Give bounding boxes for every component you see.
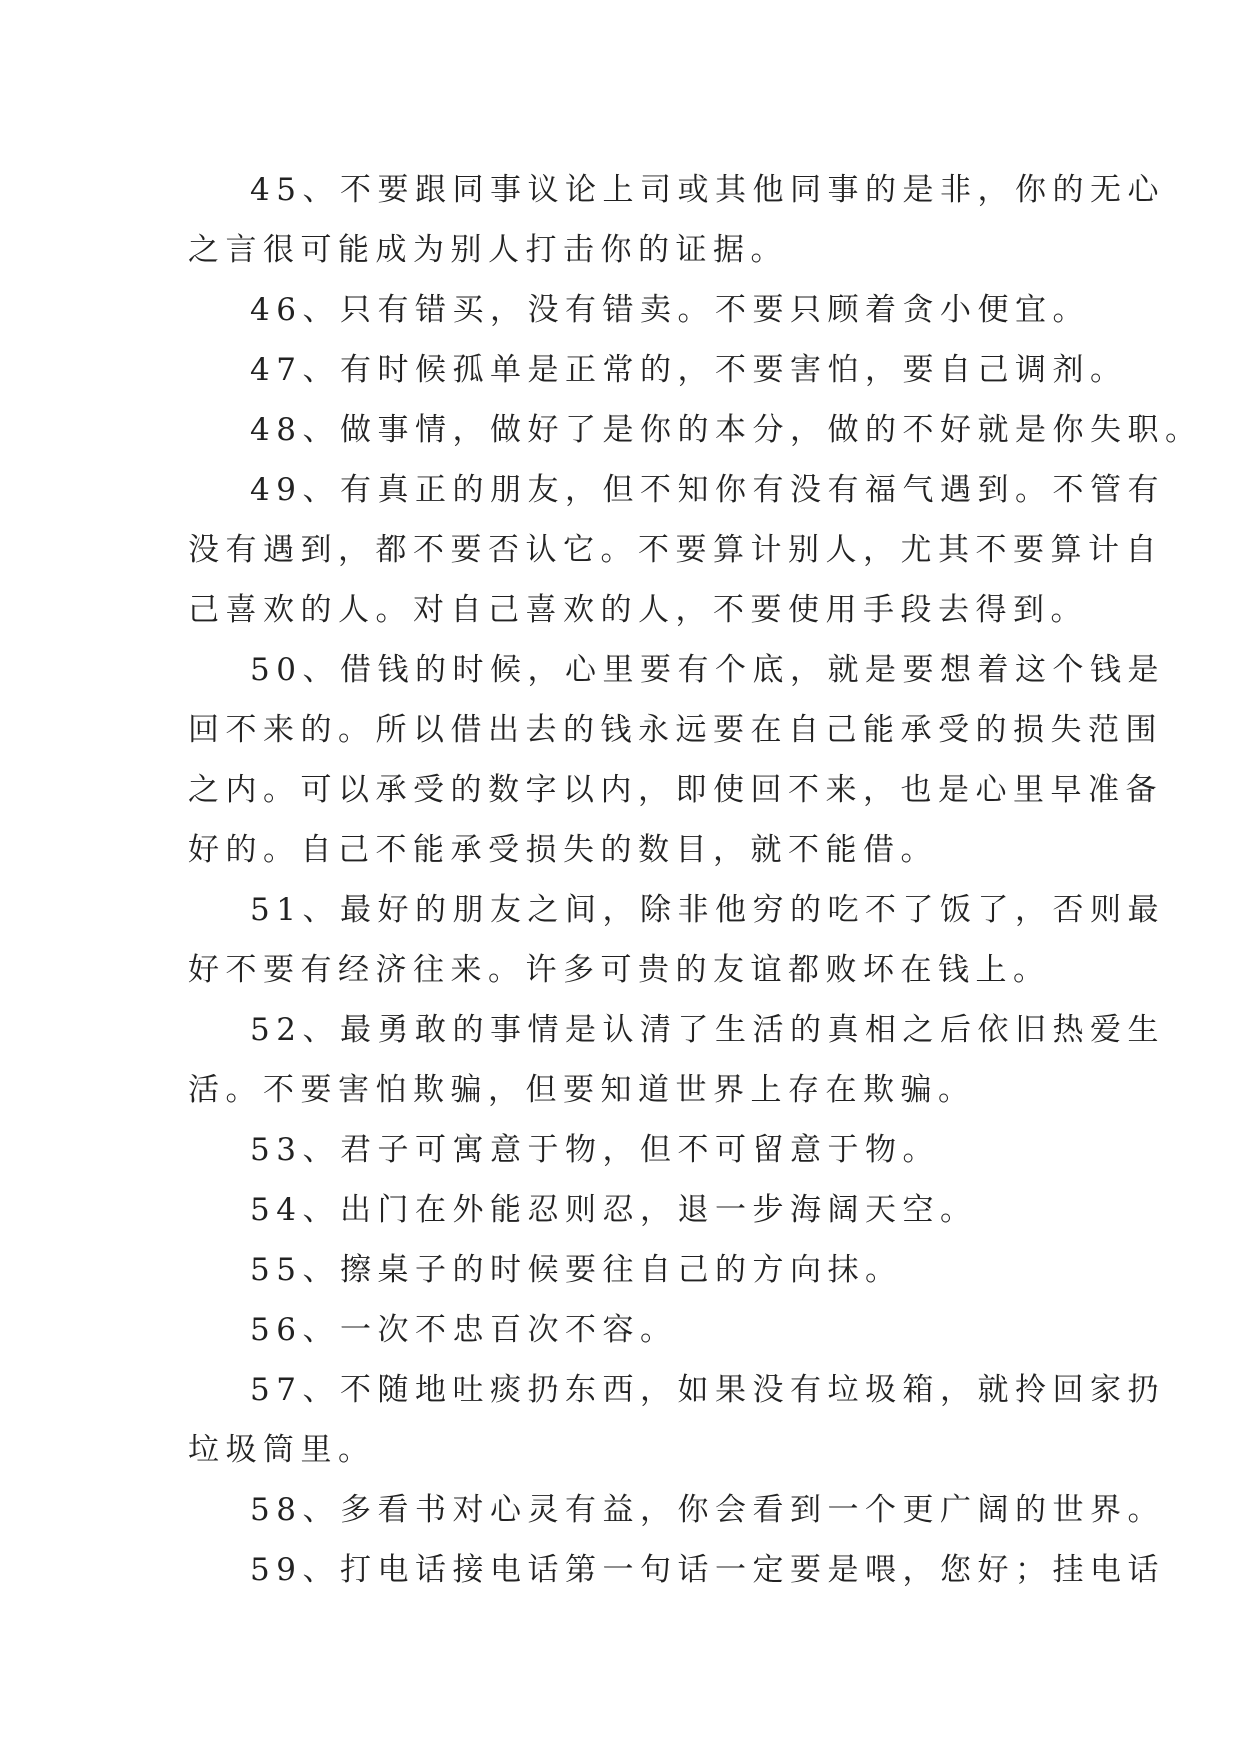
text-line: 53、君子可寓意于物，但不可留意于物。 (250, 1132, 940, 1168)
text-line: 活。不要害怕欺骗，但要知道世界上存在欺骗。 (188, 1072, 976, 1108)
text-line: 51、最好的朋友之间，除非他穷的吃不了饭了，否则最 (250, 892, 1165, 928)
text-line: 垃圾筒里。 (188, 1432, 376, 1468)
text-line: 没有遇到，都不要否认它。不要算计别人，尤其不要算计自 (188, 532, 1163, 568)
item-45 (188, 160, 1165, 280)
text-line: 己喜欢的人。对自己喜欢的人，不要使用手段去得到。 (188, 592, 1088, 628)
text-line: 回不来的。所以借出去的钱永远要在自己能承受的损失范围 (188, 712, 1163, 748)
document-body (188, 160, 1203, 1600)
text-line: 57、不随地吐痰扔东西，如果没有垃圾箱，就拎回家扔 (250, 1372, 1165, 1408)
item-46 (188, 280, 1090, 340)
item-51 (188, 880, 1165, 1000)
item-56 (188, 1300, 1068, 1360)
text-line: 47、有时候孤单是正常的，不要害怕，要自己调剂。 (250, 352, 1128, 388)
item-47 (188, 340, 1128, 400)
text-line: 之言很可能成为别人打击你的证据。 (188, 232, 788, 268)
text-line: 46、只有错买，没有错卖。不要只顾着贪小便宜。 (250, 292, 1090, 328)
text-line: 59、打电话接电话第一句话一定要是喂，您好；挂电话 (250, 1552, 1165, 1588)
item-50 (188, 640, 1165, 880)
item-53 (188, 1120, 1068, 1180)
text-line: 58、多看书对心灵有益，你会看到一个更广阔的世界。 (250, 1492, 1165, 1528)
item-49 (188, 460, 1165, 640)
text-line: 49、有真正的朋友，但不知你有没有福气遇到。不管有 (250, 472, 1165, 508)
text-line: 50、借钱的时候，心里要有个底，就是要想着这个钱是 (250, 652, 1165, 688)
text-line: 52、最勇敢的事情是认清了生活的真相之后依旧热爱生 (250, 1012, 1165, 1048)
item-52 (188, 1000, 1165, 1120)
text-line: 好不要有经济往来。许多可贵的友谊都败坏在钱上。 (188, 952, 1051, 988)
text-line: 55、擦桌子的时候要往自己的方向抹。 (250, 1252, 903, 1288)
text-line: 48、做事情，做好了是你的本分，做的不好就是你失职。 (250, 412, 1203, 448)
item-57 (188, 1360, 1165, 1480)
item-54 (188, 1180, 1068, 1240)
text-line: 56、一次不忠百次不容。 (250, 1312, 678, 1348)
item-59 (188, 1540, 1165, 1600)
text-line: 45、不要跟同事议论上司或其他同事的是非，你的无心 (250, 172, 1165, 208)
text-line: 之内。可以承受的数字以内，即使回不来，也是心里早准备 (188, 772, 1163, 808)
item-58 (188, 1480, 1165, 1540)
item-48 (188, 400, 1203, 460)
text-line: 54、出门在外能忍则忍，退一步海阔天空。 (250, 1192, 978, 1228)
item-55 (188, 1240, 1068, 1300)
text-line: 好的。自己不能承受损失的数目，就不能借。 (188, 832, 938, 868)
